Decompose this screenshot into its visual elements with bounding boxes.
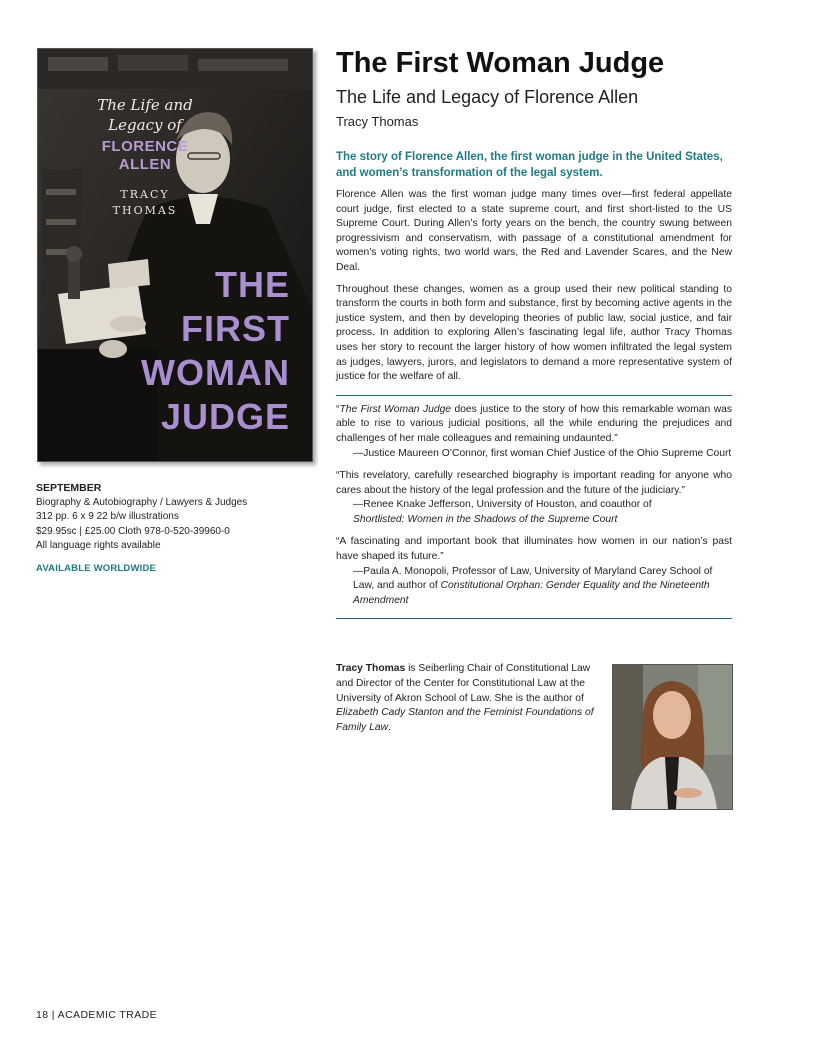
cover-title-line: WOMAN	[141, 352, 290, 393]
availability: AVAILABLE WORLDWIDE	[36, 562, 157, 574]
quote-text: “A fascinating and important book that illuminates how women in our nation’s past have shaped its future.”	[336, 536, 732, 563]
bio-book-title: Elizabeth Cady Stanton and the Feminist Foundations of Family Law	[336, 707, 594, 734]
quote-text: does justice to the story of how this remarkable woman was able to rise to various judicial positions, all the while enduring the prejudices and challenges of her male colleagues and remaining undaunted.”	[336, 403, 733, 444]
endorsement-quote	[336, 469, 732, 527]
cover-subject: FLORENCE ALLEN	[101, 138, 189, 173]
book-metadata	[36, 481, 316, 576]
attribution-text: —Justice Maureen O’Connor, first woman Chief Justice of the Ohio Supreme Court	[353, 447, 732, 459]
endorsement-quote	[336, 403, 732, 461]
cover-title-line: FIRST	[181, 308, 290, 349]
book-author: Tracy Thomas	[336, 114, 419, 129]
main-column	[336, 44, 732, 619]
divider	[336, 395, 732, 396]
cover-author: TRACY THOMAS	[112, 188, 178, 217]
author-bio	[336, 662, 602, 736]
attribution-italic: Constitutional Orphan: Gender Equality and the Nineteenth Amendment	[353, 580, 710, 606]
cover-title-line: THE	[215, 264, 290, 305]
bio-text: is Seiberling Chair of Constitutional Law and Director of the Center for Constitutional Law at the University of Akron School of Law. She is the author of	[336, 663, 591, 704]
description-paragraph: Throughout these changes, women as a group used their new political standing to transform the courts in both form and substance, first by becoming active agents in the justice system, and then by developing theories of public law, social justice, and fair process. In addition to exploring Allen’s fascinating legal life, author Tracy Thomas uses her story to recount the larger history of how women infiltrated the legal system as judges, lawyers, jurors, and legislators to demand a more representative system of justice for the welfare of all.	[336, 283, 732, 383]
quote-attribution	[336, 565, 732, 609]
attribution-italic: Shortlisted: Women in the Shadows of the Supreme Court	[353, 513, 618, 525]
book-title: The First Woman Judge	[336, 47, 665, 79]
bio-name: Tracy Thomas	[336, 663, 406, 674]
quote-italic: The First Woman Judge	[339, 403, 452, 415]
publication-month: SEPTEMBER	[36, 482, 102, 494]
cover-subtitle: The Life and Legacy of	[97, 96, 193, 134]
price: $29.95sc | £25.00 Cloth 978-0-520-39960-0	[36, 525, 230, 537]
rights: All language rights available	[36, 540, 161, 551]
categories: Biography & Autobiography / Lawyers & Judges	[36, 496, 248, 508]
quote-text: “This revelatory, carefully researched biography is important reading for anyone who cares about the history of the legal profession and the future of the judiciary.”	[336, 470, 732, 496]
bio-end: .	[388, 722, 391, 734]
page-footer: 18 | ACADEMIC TRADE	[36, 1009, 157, 1021]
endorsement-quote	[336, 535, 732, 608]
attribution-text: —Paula A. Monopoli, Professor of Law, University of Maryland Carey School of Law, and author of	[353, 565, 713, 592]
quote-open-mark: “	[336, 403, 340, 415]
specs: 312 pp. 6 x 9 22 b/w illustrations	[36, 511, 179, 522]
quote-attribution	[336, 498, 732, 527]
book-subtitle: The Life and Legacy of Florence Allen	[336, 87, 639, 107]
description-paragraph: Florence Allen was the first woman judge many times over—first federal appellate court judge, first elected to a state supreme court, and first short-listed to the US Supreme Court. During Allen’s forty years on the bench, the country swung between progressivism and conservatism, with passage of a constitutional amendment for women’s voting rights, two world wars, the Red and Lavender Scares, and the New Deal.	[336, 189, 732, 273]
divider	[336, 618, 732, 619]
cover-title	[141, 263, 290, 439]
lead-text: The story of Florence Allen, the first woman judge in the United States, and women’s transformation of the legal system.	[336, 151, 723, 179]
book-cover	[37, 48, 313, 462]
cover-title-line: JUDGE	[160, 396, 290, 437]
quote-attribution	[336, 447, 732, 462]
author-photo	[612, 664, 733, 810]
attribution-text: —Renee Knake Jefferson, University of Houston, and coauthor of	[353, 499, 652, 511]
